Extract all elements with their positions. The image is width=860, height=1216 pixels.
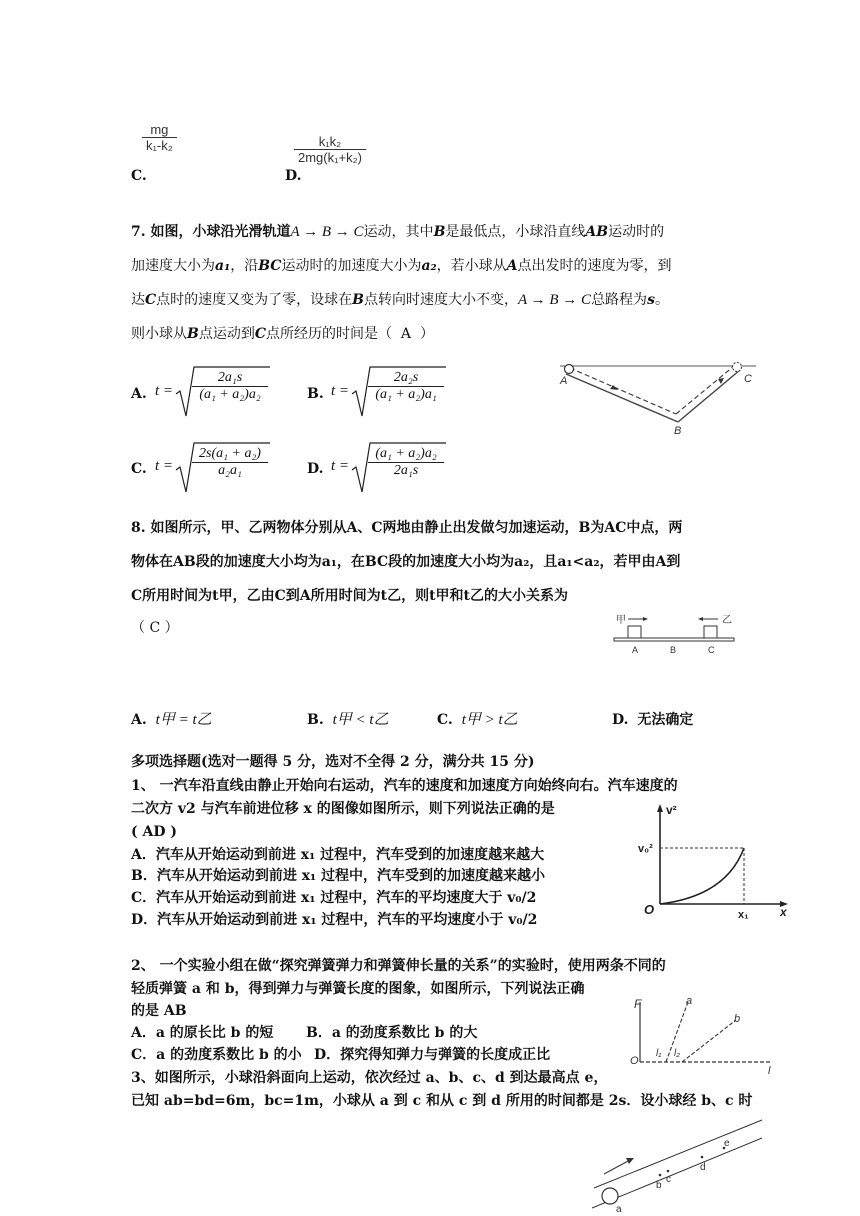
mq1-line-1: 1、 一汽车沿直线由静止开始向右运动，汽车的速度和加速度方向始终向右。汽车速度的	[131, 778, 678, 794]
option-d-label: D.	[285, 168, 302, 184]
q7-line-1: 7. 如图，小球沿光滑轨道A → B → C运动，其中B是最低点，小球沿直线AB运动时的	[131, 224, 665, 240]
q8-line-2: 物体在AB段的加速度大小均为a₁，在BC段的加速度大小均为a₂，且a₁<a₂，若甲由A到	[131, 554, 681, 570]
fraction-denominator: a₂a₁	[218, 463, 242, 478]
mq2-option-c: C．a 的劲度系数比 b 的小	[131, 1047, 302, 1063]
label-d: d	[700, 1162, 706, 1173]
label-c: C	[708, 645, 715, 655]
dashed-path-ab	[570, 368, 676, 414]
label-l1: l₁	[656, 1048, 662, 1059]
label-b: B	[674, 425, 682, 436]
fraction-numerator: k₁k₂	[294, 134, 366, 150]
mq1-option-b: B．汽车从开始运动到前进 x₁ 过程中，汽车受到的加速度越来越小	[131, 868, 546, 884]
label-c: c	[666, 1174, 671, 1185]
q8-option-b: B. t甲 < t乙	[307, 712, 389, 728]
label-x1: x₁	[738, 909, 749, 920]
option-c-fraction	[142, 122, 177, 153]
mq1-option-d: D．汽车从开始运动到前进 x₁ 过程中，汽车的平均速度小于 v₀/2	[131, 912, 538, 928]
mq2-line-2: 轻质弹簧 a 和 b，得到弹力与弹簧长度的图象，如图所示，下列说法正确	[131, 981, 585, 997]
q7-line-2: 加速度大小为a₁，沿BC运动时的加速度大小为a₂，若小球从A点出发时的速度为零，到	[131, 258, 672, 274]
ball-at-a	[565, 365, 574, 374]
label-b: b	[734, 1013, 741, 1025]
formula-lhs: t =	[331, 458, 350, 474]
fraction-numerator: 2s(a₁ + a₂)	[192, 446, 268, 463]
incline-top-surface	[594, 1120, 762, 1188]
option-d-fraction	[294, 134, 366, 165]
option-label: D.	[307, 461, 324, 477]
label-yi: 乙	[722, 615, 732, 626]
label-b: B	[670, 645, 677, 655]
mq3-line-1: 3、如图所示，小球沿斜面向上运动，依次经过 a、b、c、d 到达最高点 e，	[131, 1070, 608, 1086]
mq1-v2-x-graph	[636, 800, 792, 920]
fraction-denominator: (a₁ + a₂)a₁	[375, 387, 437, 402]
q8-line-3: C所用时间为t甲，乙由C到A所用时间为t乙，则t甲和t乙的大小关系为	[131, 588, 569, 604]
formula-lhs: t =	[331, 383, 350, 399]
label-b: b	[656, 1180, 662, 1191]
option-label: B.	[307, 386, 324, 402]
arrow-up-icon	[718, 378, 724, 384]
fraction-denominator: (a₁ + a₂)a₂	[199, 387, 261, 402]
mq1-option-a: A．汽车从开始运动到前进 x₁ 过程中，汽车受到的加速度越来越大	[131, 847, 545, 863]
q8-line-1: 8. 如图所示，甲、乙两物体分别从A、C两地由静止出发做匀加速运动，B为AC中点，两	[131, 520, 683, 536]
label-a: A	[560, 375, 568, 387]
label-l: l	[768, 1065, 771, 1077]
label-c: C	[744, 373, 752, 385]
q8-blocks-figure	[612, 612, 736, 656]
mq2-force-length-graph	[626, 994, 782, 1080]
label-origin: O	[644, 902, 655, 917]
ball-at-c	[733, 363, 742, 372]
dashed-path-bc	[676, 366, 734, 414]
fraction-denominator: k₁-k₂	[146, 138, 173, 153]
block-yi	[704, 626, 717, 638]
mq1-option-c: C．汽车从开始运动到前进 x₁ 过程中，汽车的平均速度大于 v₀/2	[131, 890, 537, 906]
q8-line-4: （ C ）	[131, 620, 179, 636]
mq2-option-b: B．a 的劲度系数比 b 的大	[306, 1025, 478, 1041]
v2-curve	[660, 848, 744, 904]
label-origin: O	[630, 1055, 639, 1067]
label-jia: 甲	[616, 615, 626, 626]
mq2-line-1: 2、 一个实验小组在做“探究弹簧弹力和弹簧伸长量的关系”的实验时，使用两条不同的	[131, 958, 666, 974]
label-x: x	[780, 905, 787, 919]
option-label: A.	[131, 386, 147, 402]
label-v0-squared: v₀²	[638, 843, 653, 855]
mq1-line-3: ( AD )	[131, 824, 177, 840]
q8-options	[131, 710, 731, 730]
block-jia	[628, 626, 641, 638]
spring-b-line	[682, 1020, 736, 1062]
label-a: A	[632, 645, 639, 655]
q8-option-a: A. t甲 = t乙	[131, 712, 212, 728]
option-label: C.	[131, 461, 147, 477]
label-a: a	[616, 1204, 622, 1212]
formula-lhs: t =	[155, 458, 174, 474]
label-e: e	[724, 1138, 730, 1149]
label-l2: l₂	[674, 1048, 681, 1059]
q7-line-4: 则小球从B点运动到C点所经历的时间是（ A ）	[131, 326, 434, 342]
q7-line-3: 达C点时的速度又变为了零，设球在B点转向时速度大小不变，A → B → C总路程为s。	[131, 292, 669, 308]
mq3-incline-figure	[586, 1116, 766, 1212]
mq3-line-2: 已知 ab=bd=6m，bc=1m，小球从 a 到 c 和从 c 到 d 所用的时间都是 2s．设小球经 b、c 时	[131, 1093, 753, 1109]
q7-track-figure	[556, 360, 758, 436]
multi-section-heading: 多项选择题(选对一题得 5 分，选对不全得 2 分，满分共 15 分)	[131, 754, 535, 770]
fraction-numerator: 2a₂s	[368, 370, 444, 387]
formula-lhs: t =	[155, 383, 174, 399]
q8-option-c: C. t甲 > t乙	[437, 712, 518, 728]
ball	[602, 1188, 618, 1204]
motion-arrow	[604, 1160, 630, 1174]
track-ab	[566, 374, 678, 422]
option-c-label: C.	[131, 168, 147, 184]
mq1-line-2: 二次方 v2 与汽车前进位移 x 的图像如图所示，则下列说法正确的是	[131, 801, 555, 817]
fraction-numerator: (a₁ + a₂)a₂	[368, 446, 444, 463]
fraction-numerator: 2a₁s	[192, 370, 268, 387]
fraction-numerator: mg	[142, 122, 177, 138]
mq2-line-3: 的是 AB	[131, 1003, 187, 1019]
label-a: a	[686, 995, 693, 1007]
track-bc	[678, 370, 740, 422]
label-f: F	[634, 997, 642, 1011]
q8-option-d: D. 无法确定	[612, 712, 694, 728]
fraction-denominator: 2a₁s	[393, 463, 419, 478]
ground-surface	[614, 638, 734, 641]
label-v2: v²	[666, 803, 677, 817]
fraction-denominator: 2mg(k₁+k₂)	[298, 150, 362, 165]
mq2-option-d: D．探究得知弹力与弹簧的长度成正比	[314, 1047, 551, 1063]
mq2-option-a: A．a 的原长比 b 的短	[131, 1025, 274, 1041]
